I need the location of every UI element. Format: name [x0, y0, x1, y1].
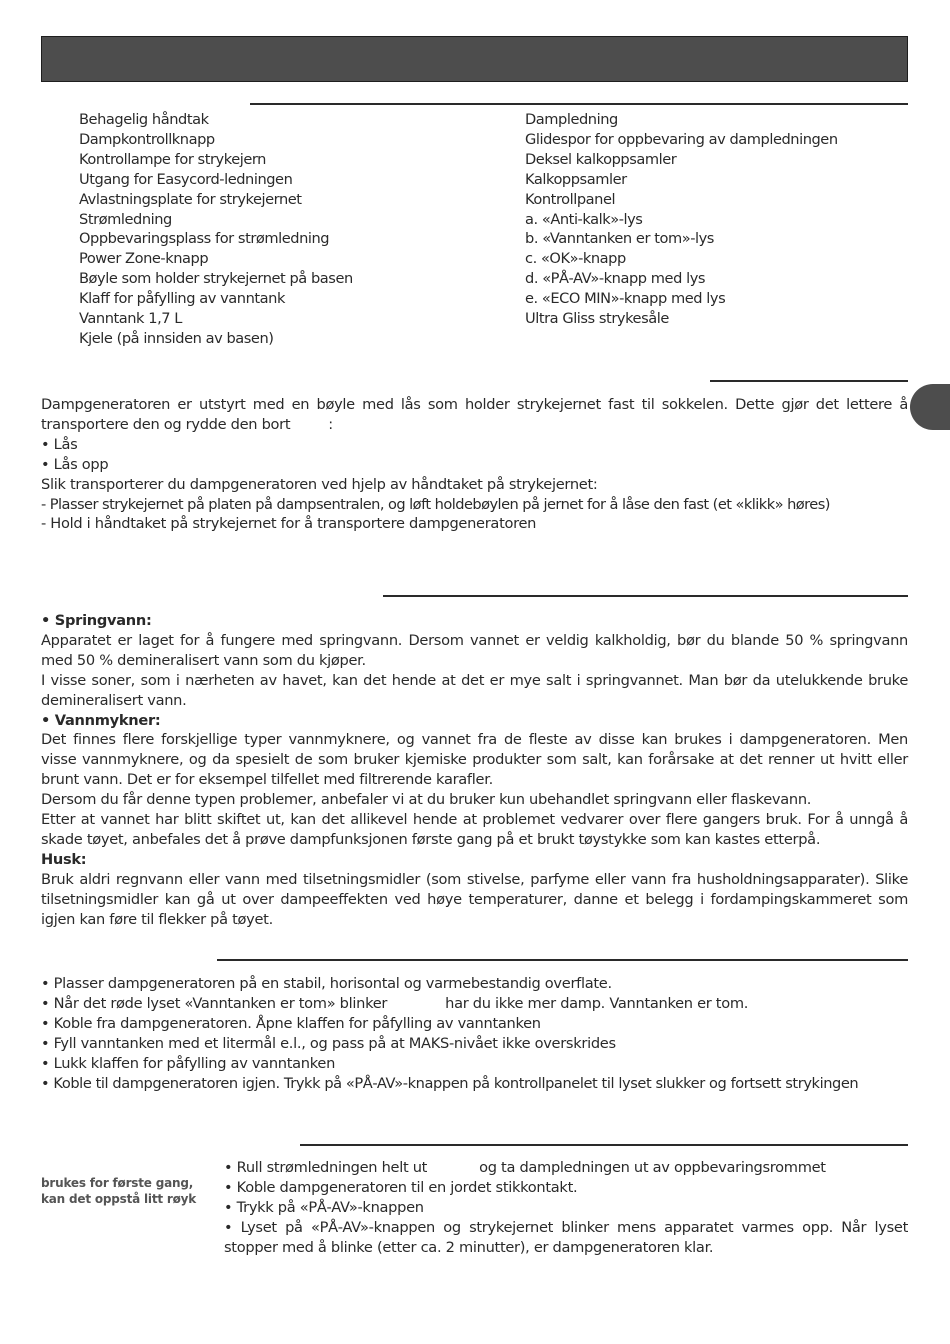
section-rule-transport: [710, 380, 908, 382]
remember-heading: Husk:: [41, 850, 87, 868]
text-line: visse vannmyknere, og da spesielt de som bruker kjemiske produkter som salt, kan forårsake at det renner ut hvitt eller: [41, 751, 908, 769]
softener-heading: • Vannmykner:: [41, 711, 161, 729]
text-line: brunt vann. Det er for eksempel tilfellet med filtrerende karafler.: [41, 771, 493, 789]
part-item: Klaff for påfylling av vanntank: [79, 290, 285, 308]
text-fragment: • Når det røde lyset «Vanntanken er tom» blinker: [41, 994, 388, 1012]
part-item: e. «ECO MIN»-knapp med lys: [525, 290, 726, 308]
text-line: Det finnes flere forskjellige typer vannmyknere, og vannet fra de fleste av disse kan brukes i dampgeneratoren. Men: [41, 731, 908, 749]
use-step: • Koble dampgeneratoren til en jordet stikkontakt.: [224, 1178, 578, 1196]
use-step: • Trykk på «PÅ-AV»-knappen: [224, 1198, 424, 1216]
part-item: c. «OK»-knapp: [525, 250, 626, 268]
text-fragment: har du ikke mer damp. Vanntanken er tom.: [445, 994, 749, 1012]
part-item: Kontrollampe for strykejern: [79, 150, 266, 168]
lock-item: • Lås: [41, 435, 78, 453]
text-line: Slik transporterer du dampgeneratoren ved hjelp av håndtaket på strykejernet:: [41, 475, 598, 493]
fill-step: [41, 994, 908, 1014]
parts-list-left: [79, 110, 353, 349]
fill-step: • Fyll vanntanken med et litermål e.l., og pass på at MAKS-nivået ikke overskrides: [41, 1034, 616, 1052]
side-tab: [910, 384, 950, 430]
water-section: [41, 611, 908, 930]
text-line: skade tøyet, anbefales det å prøve dampfunksjonen første gang på et brukt tøystykke som kan kastes etterpå.: [41, 830, 821, 848]
part-item: Dampkontrollknapp: [79, 130, 215, 148]
fill-step: • Koble fra dampgeneratoren. Åpne klaffen for påfylling av vanntanken: [41, 1014, 541, 1032]
text-line: igjen kan føre til flekker på tøyet.: [41, 910, 273, 928]
tap-water-heading: • Springvann:: [41, 612, 152, 629]
section-rule-use: [300, 1144, 908, 1146]
part-item: Kjele (på innsiden av basen): [79, 329, 274, 347]
part-item: Ultra Gliss strykesåle: [525, 310, 669, 328]
part-item: Strømledning: [79, 210, 172, 228]
note-line: kan det oppstå litt røyk: [41, 1192, 197, 1206]
use-step: • Lyset på «PÅ-AV»-knappen og strykejernet blinker mens apparatet varmes opp. Når lyset: [224, 1218, 908, 1236]
note-line: brukes for første gang,: [41, 1176, 194, 1190]
step-item: - Plasser strykejernet på platen på dampsentralen, og løft holdebøylen på jernet for å låse den fast (et «klikk» høres): [41, 495, 830, 513]
part-item: Kalkoppsamler: [525, 170, 627, 188]
fill-step: • Plasser dampgeneratoren på en stabil, horisontal og varmebestandig overflate.: [41, 975, 612, 992]
fill-step: • Koble til dampgeneratoren igjen. Trykk på «PÅ-AV»-knappen på kontrollpanelet til lyset slukker og fortsett strykingen: [41, 1074, 859, 1092]
text-line: Dampgeneratoren er utstyrt med en bøyle med lås som holder strykejernet fast til sokkelen. Dette gjør det lettere å: [41, 396, 908, 413]
part-item: Glidespor for oppbevaring av dampledningen: [525, 130, 838, 148]
part-item: b. «Vanntanken er tom»-lys: [525, 230, 714, 248]
use-section: [224, 1158, 908, 1258]
section-rule-fill: [217, 959, 908, 961]
first-use-note: [41, 1175, 211, 1207]
part-item: a. «Anti-kalk»-lys: [525, 210, 643, 228]
step-item: - Hold i håndtaket på strykejernet for å transportere dampgeneratoren: [41, 515, 537, 533]
use-step: [224, 1158, 908, 1178]
text-line: stopper med å blinke (etter ca. 2 minutter), er dampgeneratoren klar.: [224, 1238, 714, 1256]
text-fragment: • Rull strømledningen helt ut: [224, 1159, 428, 1176]
part-item: Power Zone-knapp: [79, 250, 209, 268]
fill-step: • Lukk klaffen for påfylling av vanntanken: [41, 1054, 336, 1072]
part-item: Vanntank 1,7 L: [79, 310, 182, 328]
fill-section: [41, 974, 908, 1093]
text-line: Dersom du får denne typen problemer, anbefaler vi at du bruker kun ubehandlet springvann eller flaskevann.: [41, 791, 812, 809]
part-item: Kontrollpanel: [525, 190, 616, 208]
part-item: Utgang for Easycord-ledningen: [79, 170, 293, 188]
part-item: Behagelig håndtak: [79, 111, 209, 128]
text-line: tilsetningsmidler kan gå ut over dampeeffekten ved høye temperaturer, danne et belegg i fordampingskammeret som: [41, 890, 908, 908]
part-item: Avlastningsplate for strykejernet: [79, 190, 302, 208]
text-fragment: transportere den og rydde den bort: [41, 415, 291, 433]
section-rule-water: [383, 595, 908, 597]
part-item: Bøyle som holder strykejernet på basen: [79, 270, 353, 288]
part-item: Dampledning: [525, 111, 618, 128]
part-item: d. «PÅ-AV»-knapp med lys: [525, 270, 706, 288]
transport-section: [41, 395, 908, 534]
header-bar: [41, 36, 908, 82]
text-line: Apparatet er laget for å fungere med springvann. Dersom vannet er veldig kalkholdig, bør du blande 50 % springvann: [41, 631, 908, 649]
text-line: demineralisert vann.: [41, 691, 187, 709]
text-fragment: :: [328, 415, 333, 433]
text-fragment: og ta dampledningen ut av oppbevaringsrommet: [479, 1159, 826, 1176]
text-line: Etter at vannet har blitt skiftet ut, kan det allikevel hende at problemet vedvarer over flere gangers bruk. For å unngå å: [41, 811, 908, 829]
unlock-item: • Lås opp: [41, 455, 109, 473]
part-item: Oppbevaringsplass for strømledning: [79, 230, 330, 248]
text-line: I visse soner, som i nærheten av havet, kan det hende at det er mye salt i springvannet. Man bør da utelukkende bruke: [41, 671, 908, 689]
text-line: Bruk aldri regnvann eller vann med tilsetningsmidler (som stivelse, parfyme eller vann fra husholdningsapparater). Slike: [41, 870, 908, 888]
text-line: [41, 415, 908, 435]
part-item: Deksel kalkoppsamler: [525, 150, 677, 168]
text-line: med 50 % demineralisert vann som du kjøper.: [41, 651, 366, 669]
parts-list-right: [525, 110, 838, 329]
section-rule-parts: [250, 103, 908, 105]
